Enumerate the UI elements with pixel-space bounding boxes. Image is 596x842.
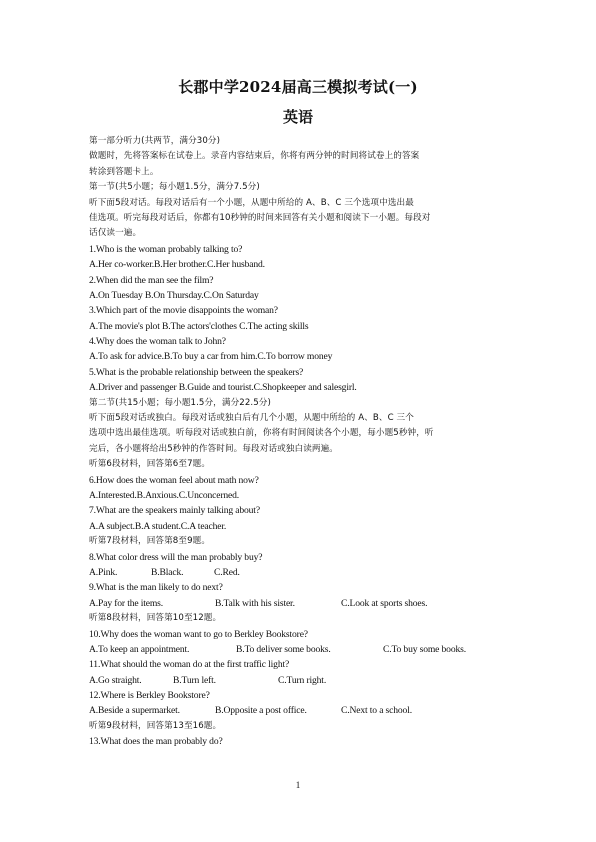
option-c: C.Red. [214,566,240,578]
question-5: 5.What is the probable relationship between the speakers? [89,366,304,378]
question-11-options [89,673,509,688]
instruction-text: 听下面5段对话。每段对话后有一个小题，从题中所给的 A、B、C 三个选项中选出最 [89,197,414,208]
instruction-text: 话仅读一遍。 [89,228,142,239]
question-7-options: A.A subject.B.A student.C.A teacher. [89,520,227,532]
option-a: A.Beside a supermarket. [89,705,180,717]
option-a: A.To keep an appointment. [89,643,190,655]
question-6: 6.How does the woman feel about math now? [89,474,259,486]
material-heading-8: 听第8段材料，回答第10至12题。 [89,613,222,624]
question-10-options [89,642,509,657]
option-a: A.Go straight. [89,674,142,686]
question-8: 8.What color dress will the man probably buy? [89,551,263,563]
option-b: B.Talk with his sister. [215,597,295,609]
question-8-options [89,565,509,580]
question-3: 3.Which part of the movie disappoints the woman? [89,305,278,317]
option-a: A.Pay for the items. [89,597,164,609]
material-heading-9: 听第9段材料，回答第13至16题。 [89,720,222,731]
question-10: 10.Why does the woman want to go to Berkley Bookstore? [89,628,308,640]
question-1-options: A.Her co-worker.B.Her brother.C.Her husband. [89,259,265,271]
material-heading-7: 听第7段材料，回答第8至9题。 [89,536,211,547]
instruction-text: 转涂到答题卡上。 [89,166,159,177]
instruction-text: 完后，各小题将给出5秒钟的作答时间。每段对话或独白读两遍。 [89,443,338,454]
section-heading-part1: 第一部分听力(共两节，满分30分) [89,136,221,146]
instruction-text: 佳选项。听完每段对话后，你都有10秒钟的时间来回答有关小题和阅读下一小题。每段对 [89,212,431,223]
option-b: B.Black. [151,566,184,578]
instruction-text: 做题时，先将答案标在试卷上。录音内容结束后，你将有两分钟的时间将试卷上的答案 [89,151,420,162]
option-b: B.Opposite a post office. [215,705,307,717]
question-1: 1.Who is the woman probably talking to? [89,243,243,255]
option-c: C.To buy some books. [383,643,466,655]
question-12-options [89,703,509,718]
exam-body [89,134,509,750]
question-13: 13.What does the man probably do? [89,736,223,748]
question-4-options: A.To ask for advice.B.To buy a car from him.C.To borrow money [89,351,333,363]
exam-subject: 英语 [282,108,313,126]
question-9: 9.What is the man likely to do next? [89,582,223,594]
question-11: 11.What should the woman do at the first traffic light? [89,659,290,671]
question-7: 7.What are the speakers mainly talking about? [89,505,260,517]
section-heading-2: 第二节(共15小题；每小题1.5分，满分22.5分) [89,397,271,408]
option-b: B.To deliver some books. [236,643,331,655]
exam-title: 长郡中学2024届高三模拟考试(一) [178,78,418,96]
question-4: 4.Why does the woman talk to John? [89,336,226,348]
question-9-options [89,596,509,611]
option-c: C.Look at sports shoes. [341,597,428,609]
question-6-options: A.Interested.B.Anxious.C.Unconcerned. [89,489,240,501]
question-5-options: A.Driver and passenger B.Guide and tourist.C.Shopkeeper and salesgirl. [89,382,357,394]
question-12: 12.Where is Berkley Bookstore? [89,690,210,702]
option-c: C.Turn right. [278,674,327,686]
instruction-text: 听下面5段对话或独白。每段对话或独白后有几个小题，从题中所给的 A、B、C 三个 [89,413,414,424]
instruction-text: 选项中选出最佳选项。听每段对话或独白前，你将有时间阅读各个小题，每小题5秒钟，听 [89,428,434,439]
section-heading-1: 第一节(共5小题；每小题1.5分，满分7.5分) [89,182,260,193]
page-number: 1 [295,780,301,790]
question-2-options: A.On Tuesday B.On Thursday.C.On Saturday [89,289,259,301]
question-3-options: A.The movie's plot B.The actors'clothes C.The acting skills [89,320,309,332]
option-a: A.Pink. [89,566,118,578]
option-c: C.Next to a school. [341,705,412,717]
material-heading-6: 听第6段材料，回答第6至7题。 [89,459,211,470]
question-2: 2.When did the man see the film? [89,274,214,286]
option-b: B.Turn left. [173,674,216,686]
